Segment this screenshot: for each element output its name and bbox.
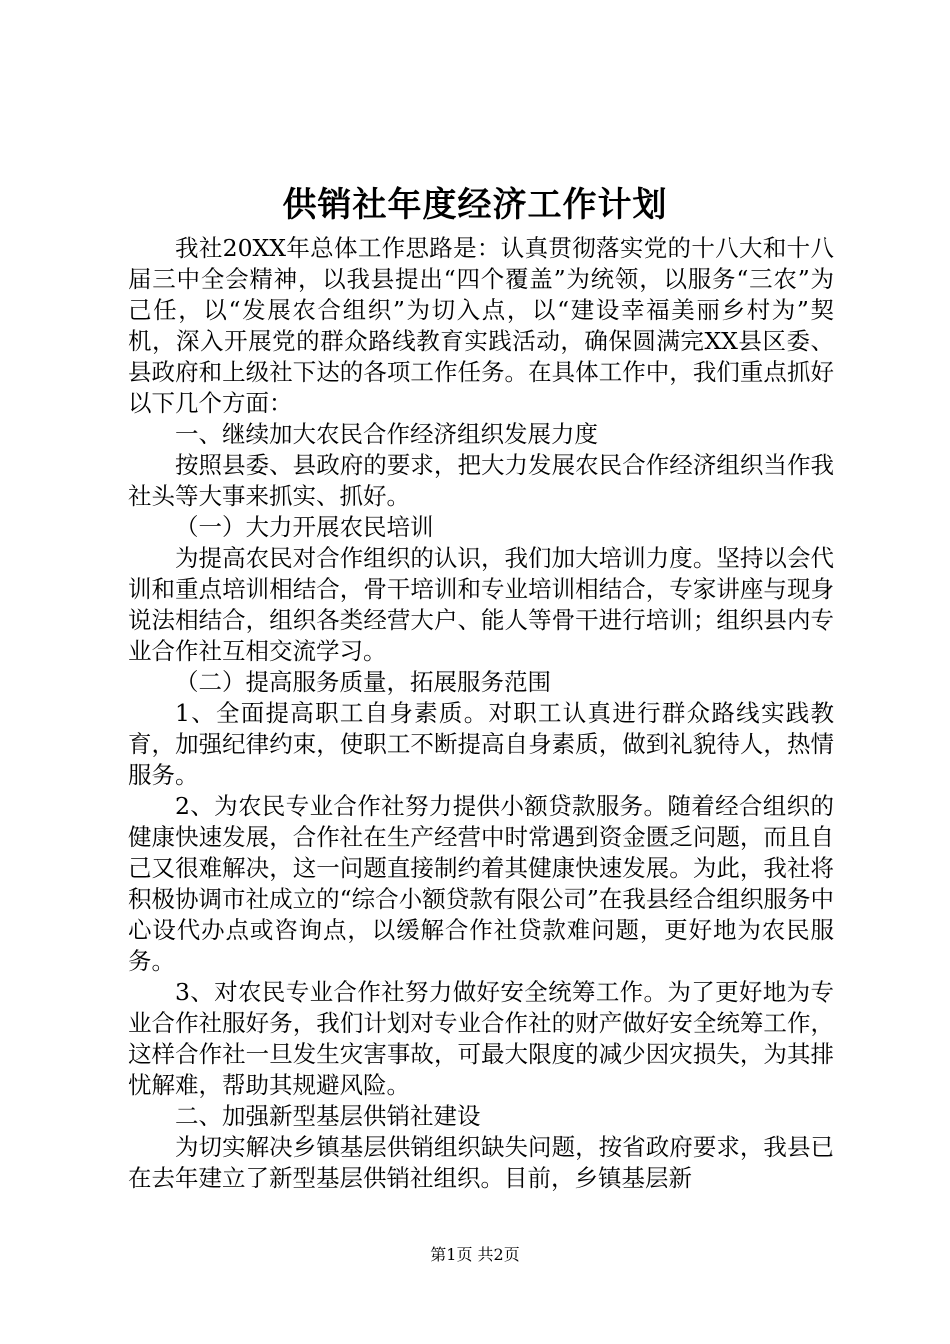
list-item-2: 2、为农民专业合作社努力提供小额贷款服务。随着经合组织的健康快速发展，合作社在生产经营中时常遇到资金匮乏问题，而且自己又很难解决，这一问题直接制约着其健康快速发展。为此，我社将积极协调市社成立的“综合小额贷款有限公司”在我县经合组织服务中心设代办点或咨询点，以缓解合作社贷款难问题，更好地为农民服务。 (128, 792, 834, 975)
page-footer: 第1页 共2页 (430, 1245, 520, 1264)
section-heading-1: 一、继续加大农民合作经济组织发展力度 (175, 420, 598, 448)
list-item-3: 3、对农民专业合作社努力做好安全统筹工作。为了更好地为专业合作社服好务，我们计划对专业合作社的财产做好安全统筹工作，这样合作社一旦发生灾害事故，可最大限度的减少因灾损失，为其排忧解难，帮助其规避风险。 (128, 978, 834, 1099)
section-heading-2: 二、加强新型基层供销社建设 (175, 1102, 481, 1130)
document-title: 供销社年度经济工作计划 (282, 185, 668, 225)
document-body (128, 233, 834, 1194)
list-item-1: 1、全面提高职工自身素质。对职工认真进行群众路线实践教育，加强纪律约束，使职工不断提高自身素质，做到礼貌待人，热情服务。 (128, 699, 834, 789)
paragraph: 按照县委、县政府的要求，把大力发展农民合作经济组织当作我社头等大事来抓实、抓好。 (128, 451, 834, 510)
paragraph: 为提高农民对合作组织的认识，我们加大培训力度。坚持以会代训和重点培训相结合，骨干培训和专业培训相结合，专家讲座与现身说法相结合，组织各类经营大户、能人等骨干进行培训；组织县内专业合作社互相交流学习。 (128, 544, 834, 665)
paragraph: 为切实解决乡镇基层供销组织缺失问题，按省政府要求，我县已在去年建立了新型基层供销社组织。目前，乡镇基层新 (128, 1133, 834, 1192)
subsection-heading-2: （二）提高服务质量，拓展服务范围 (175, 668, 551, 696)
subsection-heading-1: （一）大力开展农民培训 (175, 513, 434, 541)
intro-paragraph: 我社20XX年总体工作思路是：认真贯彻落实党的十八大和十八届三中全会精神，以我县提出“四个覆盖”为统领，以服务“三农”为己任，以“发展农合组织”为切入点，以“建设幸福美丽乡村为”契机，深入开展党的群众路线教育实践活动，确保圆满完XX县区委、县政府和上级社下达的各项工作任务。在具体工作中，我们重点抓好以下几个方面： (128, 234, 834, 417)
